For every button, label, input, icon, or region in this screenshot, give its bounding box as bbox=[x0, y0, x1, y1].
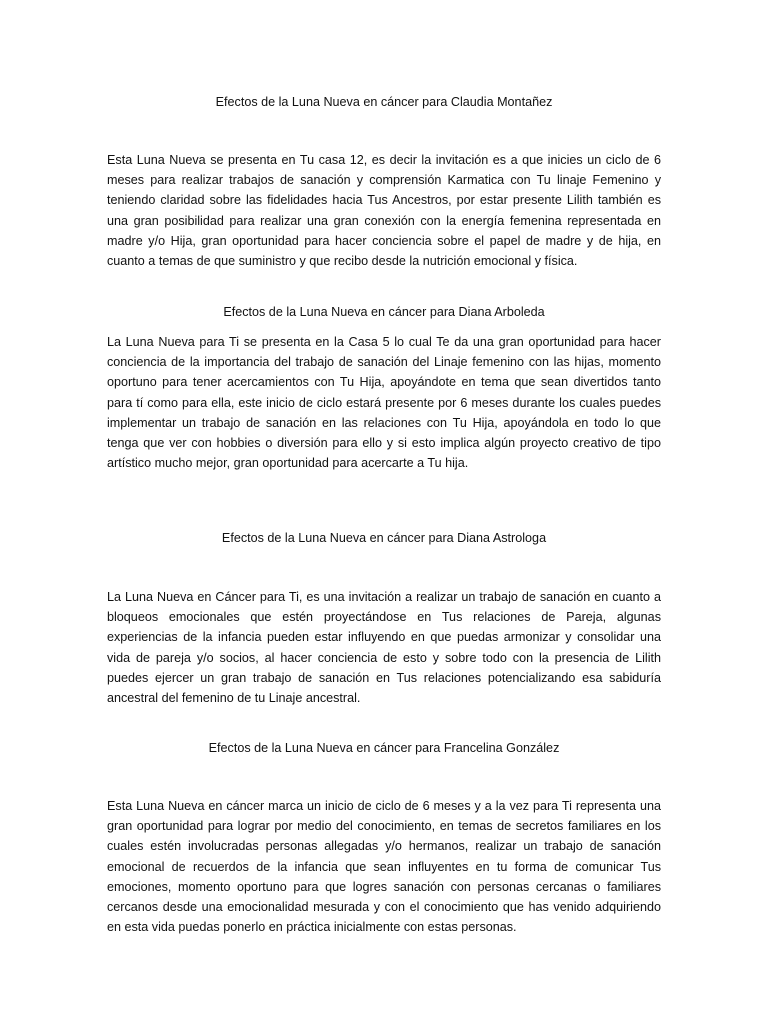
heading-diana-astrologa: Efectos de la Luna Nueva en cáncer para Diana Astrologa bbox=[221, 531, 547, 545]
section-heading bbox=[107, 303, 661, 321]
section-heading bbox=[107, 739, 661, 757]
section-heading bbox=[107, 93, 661, 111]
heading-diana-arboleda: Efectos de la Luna Nueva en cáncer para Diana Arboleda bbox=[223, 305, 545, 319]
section-heading bbox=[107, 529, 661, 547]
section-body bbox=[107, 587, 661, 708]
section-body bbox=[107, 150, 661, 271]
paragraph-claudia-montanez: Esta Luna Nueva se presenta en Tu casa 12, es decir la invitación es a que inicies un ciclo de 6 meses para realizar trabajos de sanación y comprensión Karmatica con Tu linaje Femenino y teniendo claridad sobre las fidelidades hacia Tus Ancestros, por estar presente Lilith también es una gran posibilidad para realizar una gran conexión con la energía femenina representada en madre y/o Hija, gran oportunidad para hacer conciencia sobre el papel de madre y de hija, en cuanto a temas de que suministro y que recibo desde la nutrición emocional y física. bbox=[107, 153, 661, 269]
section-body bbox=[107, 332, 661, 473]
paragraph-diana-astrologa: La Luna Nueva en Cáncer para Ti, es una invitación a realizar un trabajo de sanación en cuanto a bloqueos emocionales que estén proyectándose en Tus relaciones de Pareja, algunas experiencias de la infancia pueden estar influyendo en que puedas armonizar y consolidar una vida de pareja y/o socios, al hacer conciencia de esto y sobre todo con la presencia de Lilith puedes ejercer un gran trabajo de sanación en Tus relaciones potencializando esa sabiduría ancestral del femenino de tu Linaje ancestral. bbox=[107, 590, 661, 706]
paragraph-francelina-gonzalez: Esta Luna Nueva en cáncer marca un inicio de ciclo de 6 meses y a la vez para Ti representa una gran oportunidad para lograr por medio del conocimiento, en temas de secretos familiares en los cuales estén involucradas personas allegadas y/o hermanos, realizar un trabajo de sanación emocional de recuerdos de la infancia que sean influyentes en tu forma de comunicar Tus emociones, momento oportuno para que logres sanación con personas cercanas o familiares cercanos desde una emocionalidad mesurada y con el conocimiento que has venido adquiriendo en esta vida puedas ponerlo en práctica inicialmente con estas personas. bbox=[107, 799, 661, 935]
section-body bbox=[107, 796, 661, 937]
heading-claudia-montanez: Efectos de la Luna Nueva en cáncer para Claudia Montañez bbox=[215, 95, 553, 109]
heading-francelina-gonzalez: Efectos de la Luna Nueva en cáncer para Francelina González bbox=[208, 741, 560, 755]
paragraph-diana-arboleda: La Luna Nueva para Ti se presenta en la Casa 5 lo cual Te da una gran oportunidad para hacer conciencia de la importancia del trabajo de sanación del Linaje femenino con las hijas, momento oportuno para tener acercamientos con Tu Hija, apoyándote en tema que sean divertidos tanto para tí como para ella, este inicio de ciclo estará presente por 6 meses durante los cuales puedes implementar un trabajo de sanación en las relaciones con Tu Hija, apoyándola en todo lo que tenga que ver con hobbies o diversión para ello y si esto implica algún proyecto creativo de tipo artístico mucho mejor, gran oportunidad para acercarte a Tu hija. bbox=[107, 335, 661, 471]
